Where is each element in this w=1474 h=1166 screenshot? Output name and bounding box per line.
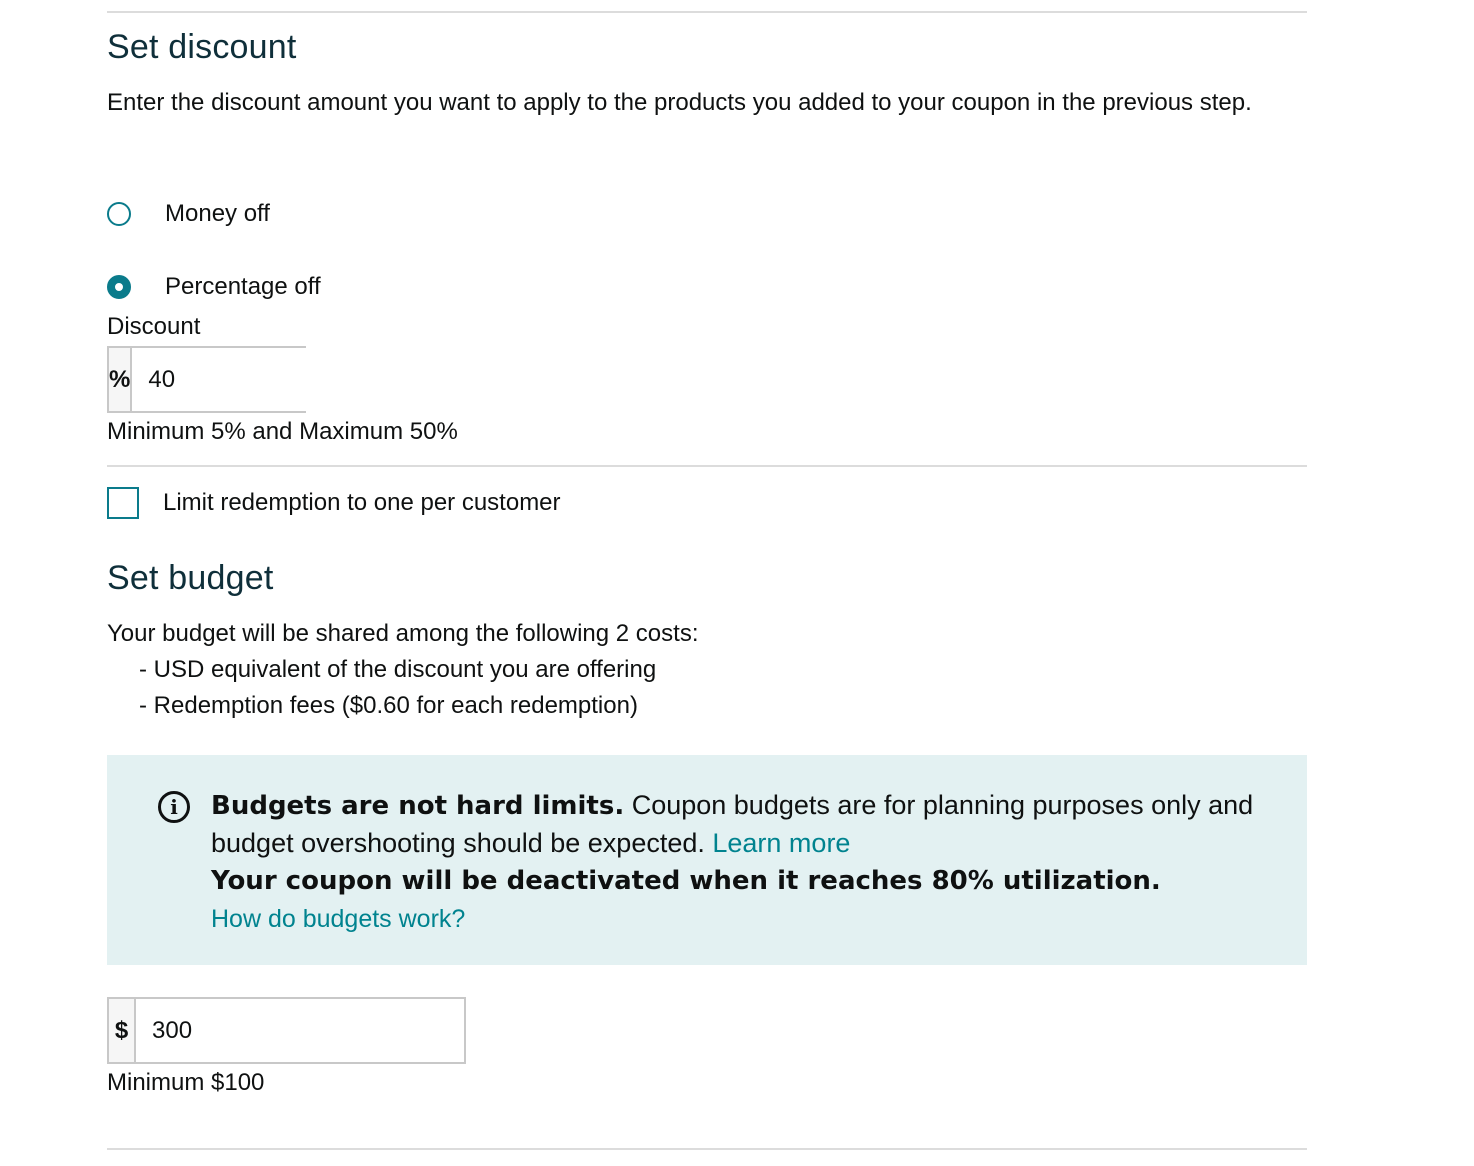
money-off-radio[interactable]: [107, 202, 131, 226]
budget-input-group: [107, 997, 466, 1064]
discount-input[interactable]: [132, 348, 460, 411]
discount-hint: Minimum 5% and Maximum 50%: [107, 418, 458, 445]
budget-input[interactable]: [136, 999, 464, 1062]
limit-redemption-checkbox[interactable]: [107, 487, 139, 519]
budget-info-lead: Budgets are not hard limits.: [211, 791, 625, 821]
budget-cost-item: - Redemption fees ($0.60 for each redemption): [139, 692, 638, 719]
discount-input-group: [107, 346, 306, 413]
limit-redemption-option[interactable]: [107, 487, 561, 519]
top-divider: [107, 11, 1307, 13]
deactivation-notice: Your coupon will be deactivated when it reaches 80% utilization.: [211, 866, 1161, 896]
percentage-off-option[interactable]: [107, 271, 321, 303]
info-circle-icon: i: [158, 791, 190, 823]
budget-info-body: Coupon budgets are for planning purposes only and budget overshooting should be expected.: [211, 790, 1254, 858]
bottom-divider: [107, 1148, 1307, 1150]
how-budgets-work-link[interactable]: How do budgets work?: [211, 905, 466, 933]
set-discount-title: Set discount: [107, 28, 297, 66]
budget-hint: Minimum $100: [107, 1069, 265, 1096]
budget-cost-item: - USD equivalent of the discount you are offering: [139, 656, 657, 683]
limit-redemption-label: Limit redemption to one per customer: [163, 489, 561, 516]
discount-field-label: Discount: [107, 313, 201, 340]
set-budget-title: Set budget: [107, 559, 274, 597]
money-off-option[interactable]: [107, 198, 270, 230]
learn-more-link[interactable]: Learn more: [712, 828, 851, 858]
dollar-prefix: $: [109, 999, 136, 1062]
budget-info-text: [211, 787, 1271, 938]
percent-prefix: %: [109, 348, 132, 411]
percentage-off-radio[interactable]: [107, 275, 131, 299]
discount-description: Enter the discount amount you want to apply to the products you added to your coupon in the previous step.: [107, 89, 1252, 116]
discount-divider: [107, 465, 1307, 467]
budget-intro: Your budget will be shared among the following 2 costs:: [107, 620, 699, 647]
money-off-label: Money off: [165, 200, 270, 227]
budget-info-alert: [107, 755, 1307, 965]
percentage-off-label: Percentage off: [165, 273, 321, 300]
